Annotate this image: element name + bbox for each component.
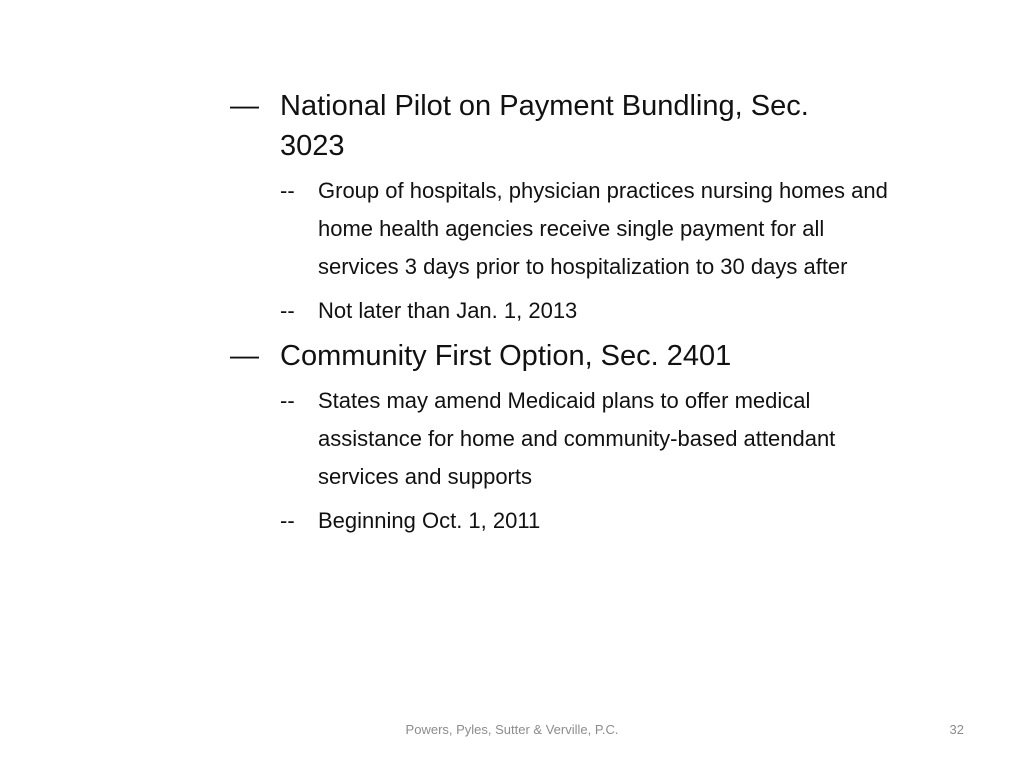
sub-bullet-list bbox=[280, 172, 910, 330]
dash-bullet-icon: — bbox=[230, 340, 259, 372]
dash-bullet-icon: — bbox=[230, 90, 259, 122]
sub-bullet-item bbox=[280, 172, 910, 286]
bullet-item bbox=[230, 336, 910, 376]
double-dash-bullet-icon: -- bbox=[280, 508, 295, 533]
sub-bullet-item bbox=[280, 382, 910, 496]
bullet-item bbox=[230, 86, 910, 166]
sub-bullet-text: Not later than Jan. 1, 2013 bbox=[318, 298, 578, 323]
sub-bullet-list bbox=[280, 382, 910, 540]
double-dash-bullet-icon: -- bbox=[280, 388, 295, 413]
footer-text: Powers, Pyles, Sutter & Verville, P.C. bbox=[405, 722, 619, 737]
double-dash-bullet-icon: -- bbox=[280, 178, 295, 203]
bullet-text: National Pilot on Payment Bundling, Sec. 3023 bbox=[280, 90, 809, 162]
sub-bullet-item bbox=[280, 292, 910, 330]
sub-bullet-text: Group of hospitals, physician practices nursing homes and home health agencies receive single payment for all services 3 days prior to hospitalization to 30 days after bbox=[318, 178, 888, 279]
sub-bullet-text: Beginning Oct. 1, 2011 bbox=[318, 508, 541, 533]
sub-bullet-text: States may amend Medicaid plans to offer medical assistance for home and community-based attendant services and supports bbox=[318, 388, 836, 489]
sub-bullet-item bbox=[280, 502, 910, 540]
slide-content bbox=[230, 86, 910, 546]
double-dash-bullet-icon: -- bbox=[280, 298, 295, 323]
slide-number: 32 bbox=[949, 722, 964, 737]
bullet-text: Community First Option, Sec. 2401 bbox=[280, 340, 732, 372]
